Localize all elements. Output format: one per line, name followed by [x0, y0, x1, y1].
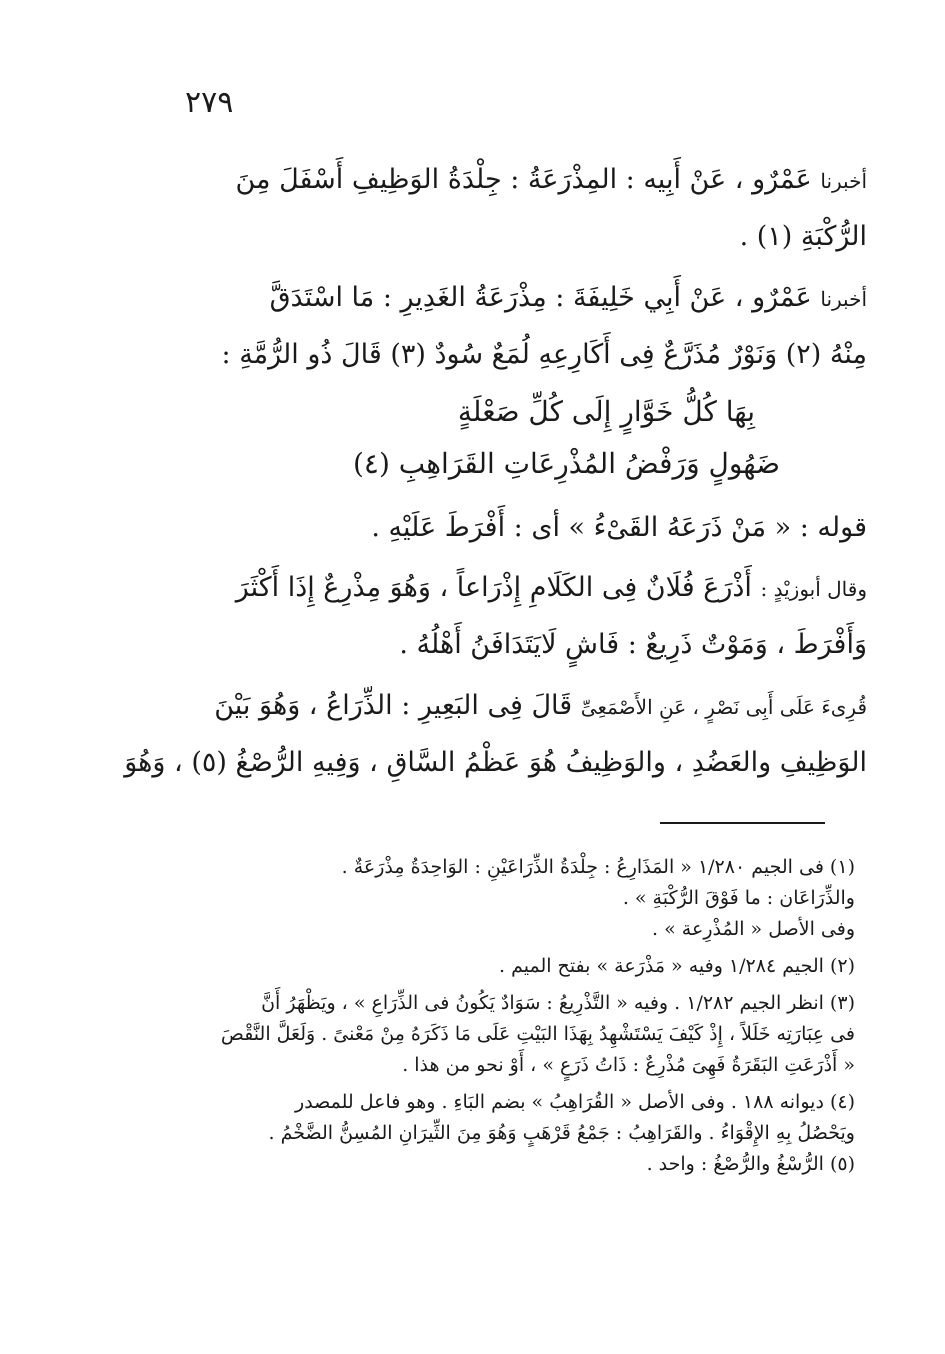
paragraph-qawluhu: [177, 500, 867, 556]
paragraph-line: [177, 270, 867, 327]
page-number: ٢٧٩: [185, 85, 234, 120]
footnote-line: « أَذْرَعَتِ البَقَرَةُ فَهِىَ مُذْرِعٌ : ذَاتُ ذَرَعٍ » ، أَوْ نحو من هذا .: [402, 1054, 855, 1076]
footnote-line: والذِّرَاعَان : ما فَوْقَ الرُّكْبَةِ » .: [622, 887, 855, 909]
paragraph-ghadir: [177, 270, 867, 383]
paragraph-line: [177, 152, 867, 209]
paragraph-lead: قُرِىءَ عَلَى أَبِى نَصْرٍ ، عَنِ الأَصْمَعِىِّ: [580, 695, 867, 719]
paragraph-mithraah: [177, 152, 867, 265]
verse-hemistich-1: بِهَا كُلُّ خَوَّارٍ إِلَى كُلِّ صَعْلَةٍ: [457, 395, 755, 428]
paragraph-text: أَذْرَعَ فُلَانٌ فِى الكَلَامِ إِذْرَاعاً ، وَهُوَ مِذْرِعٌ إِذَا أَكْثَرَ: [235, 572, 752, 603]
paragraph-line: الوَظِيفِ والعَضُدِ ، والوَظِيفُ هُوَ عَظْمُ السَّاقِ ، وَفِيهِ الرُّصْغُ (٥) ، وَهُوَ: [124, 747, 867, 778]
footnote-line: (١) فى الجيم ١/٢٨٠ « المَذَارِعُ : جِلْدَةُ الذِّرَاعَيْنِ : الوَاحِدَةُ مِذْرَعَةٌ .: [341, 856, 855, 878]
footnote-line: فى عِبَارَتِه خَلَلاً ، إِذْ كَيْفَ يَسْتَشْهِدُ بِهَذَا البَيْتِ عَلَى مَا ذَكَرَهُ مِنْ مَعْنىً . وَلَعَلَّ النَّقْصَ: [220, 1023, 855, 1045]
paragraph-line: وَأَفْرَطَ ، وَمَوْتٌ ذَرِيعٌ : فَاشٍ لَايَتَدَافَنُ أَهْلُهُ .: [399, 629, 867, 660]
paragraph-line: مِنْهُ (٢) وَنَوْرٌ مُذَرَّعٌ فِى أَكَارِعِهِ لُمَعٌ سُودٌ (٣) قَالَ ذُو الرُّمَّةِ :: [221, 339, 867, 370]
footnote-line: (٣) انظر الجيم ١/٢٨٢ . وفيه « التَّذْرِيعُ : سَوَادٌ يَكُونُ فى الذِّرَاعِ » ، ويَظْهَرُ أَنَّ: [261, 992, 855, 1014]
paragraph-line: [177, 678, 867, 735]
paragraph-line: قوله : « مَنْ ذَرَعَهُ القَىْءُ » أى : أَفْرَطَ عَلَيْهِ .: [371, 512, 867, 543]
paragraph-asmai: [124, 678, 867, 791]
paragraph-line: الرُّكْبَةِ (١) .: [739, 221, 867, 252]
footnotes: [165, 852, 855, 1180]
footnote-line: (٢) الجيم ١/٢٨٤ وفيه « مَذْرَعة » بفتح الميم .: [499, 955, 855, 977]
paragraph-lead: أخبرنا: [820, 287, 867, 311]
footnote-separator: [660, 822, 825, 824]
paragraph-lead: وقال أبوزيْدٍ :: [760, 577, 867, 601]
verse-hemistich-2: ضَهُولٍ وَرَفْضُ المُذْرِعَاتِ القَرَاهِبِ (٤): [352, 447, 780, 480]
paragraph-text: عَمْرٌو ، عَنْ أَبِي خَلِيفَةَ : مِذْرَعَةُ الغَدِيرِ : مَا اسْتَدَقَّ: [269, 282, 812, 313]
paragraph-abu-zayd: [177, 560, 867, 673]
footnote-line: ويَحْصُلُ بِهِ الإِقْوَاءُ . والقَرَاهِبُ : جَمْعُ قَرْهَبٍ وَهُوَ مِنَ الثِّيرَانِ المُسِنُّ الضَّخْمُ .: [268, 1122, 855, 1144]
footnote-line: وفى الأصل « المُذْرِعة » .: [652, 918, 855, 940]
footnote-line: (٤) ديوانه ١٨٨ . وفى الأصل « القُرَاهِبُ » بضم البَاءِ . وهو فاعل للمصدر: [295, 1091, 855, 1113]
paragraph-lead: أخبرنا: [820, 169, 867, 193]
paragraph-text: قَالَ فِى البَعِيرِ : الذِّرَاعُ ، وَهُوَ بَيْنَ: [214, 690, 573, 721]
paragraph-text: عَمْرٌو ، عَنْ أَبِيه : المِذْرَعَةُ : جِلْدَةُ الوَظِيفِ أَسْفَلَ مِنَ: [235, 164, 812, 195]
paragraph-line: [177, 560, 867, 617]
footnote-line: (٥) الرُّسْغُ والرُّصْغُ : واحد .: [646, 1153, 855, 1175]
